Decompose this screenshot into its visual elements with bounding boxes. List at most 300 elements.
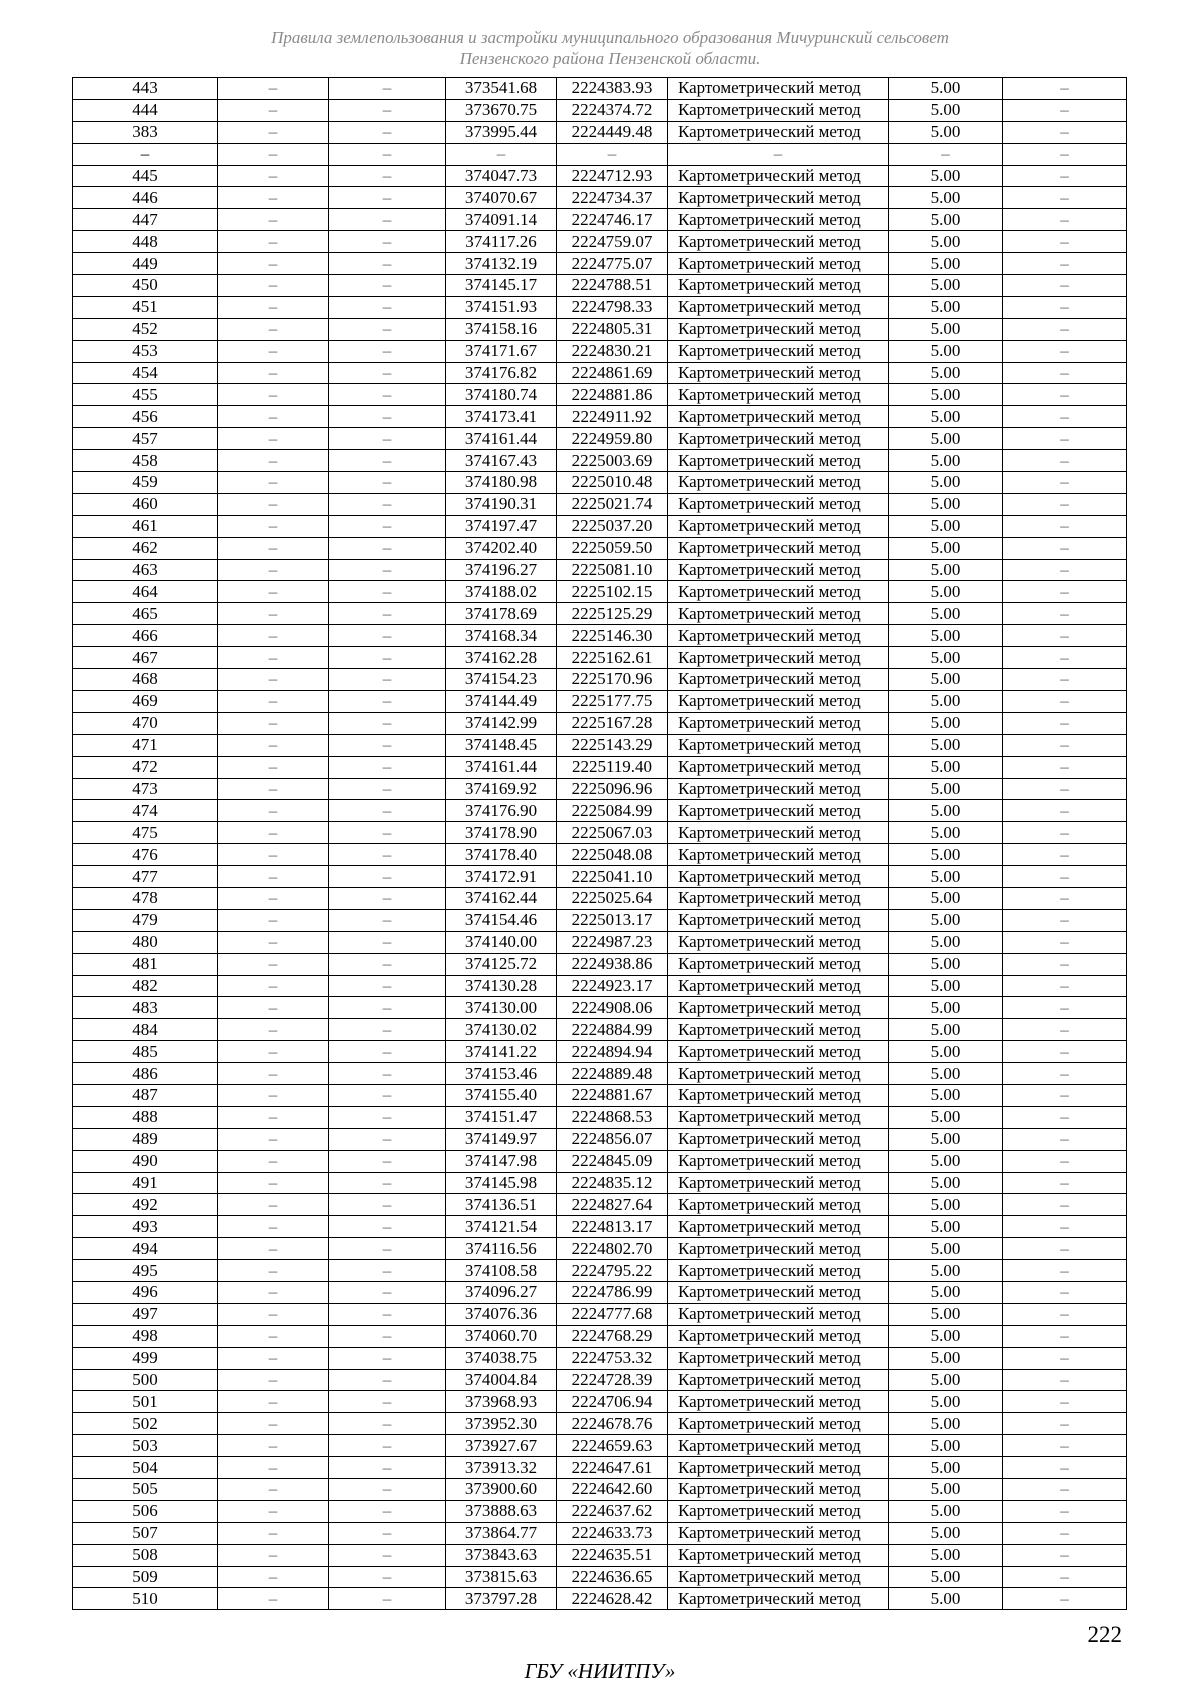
method-cell: Картометрический метод xyxy=(668,1457,889,1479)
accuracy-cell: 5.00 xyxy=(889,1041,1003,1063)
accuracy-cell: 5.00 xyxy=(889,1500,1003,1522)
y-coordinate-cell: 2224987.23 xyxy=(557,931,668,953)
y-coordinate-cell: 2224449.48 xyxy=(557,121,668,143)
col2-cell: – xyxy=(218,406,329,428)
col2-cell: – xyxy=(218,1172,329,1194)
col3-cell: – xyxy=(329,1281,446,1303)
col3-cell: – xyxy=(329,1544,446,1566)
table-row xyxy=(73,1347,1127,1369)
col2-cell: – xyxy=(218,1216,329,1238)
table-row xyxy=(73,800,1127,822)
col2-cell: – xyxy=(218,187,329,209)
point-number-cell: 448 xyxy=(73,231,218,253)
method-cell: Картометрический метод xyxy=(668,1172,889,1194)
col2-cell: – xyxy=(218,78,329,100)
x-coordinate-cell: 374091.14 xyxy=(446,209,557,231)
x-coordinate-cell: 373952.30 xyxy=(446,1413,557,1435)
point-number-cell: 458 xyxy=(73,450,218,472)
table-row xyxy=(73,1457,1127,1479)
point-number-cell: 444 xyxy=(73,99,218,121)
method-cell: Картометрический метод xyxy=(668,78,889,100)
point-number-cell: 468 xyxy=(73,669,218,691)
table-row xyxy=(73,756,1127,778)
col2-cell: – xyxy=(218,143,329,165)
accuracy-cell: 5.00 xyxy=(889,209,1003,231)
y-coordinate-cell: 2225125.29 xyxy=(557,603,668,625)
col2-cell: – xyxy=(218,1588,329,1610)
table-row xyxy=(73,340,1127,362)
col3-cell: – xyxy=(329,1435,446,1457)
y-coordinate-cell: 2224845.09 xyxy=(557,1150,668,1172)
x-coordinate-cell: 374161.44 xyxy=(446,428,557,450)
col3-cell: – xyxy=(329,1084,446,1106)
accuracy-cell: 5.00 xyxy=(889,493,1003,515)
col3-cell: – xyxy=(329,1522,446,1544)
method-cell: Картометрический метод xyxy=(668,1588,889,1610)
accuracy-cell: 5.00 xyxy=(889,165,1003,187)
col2-cell: – xyxy=(218,121,329,143)
col3-cell: – xyxy=(329,493,446,515)
col2-cell: – xyxy=(218,1019,329,1041)
accuracy-cell: 5.00 xyxy=(889,866,1003,888)
col2-cell: – xyxy=(218,450,329,472)
table-row xyxy=(73,647,1127,669)
y-coordinate-cell: 2224636.65 xyxy=(557,1566,668,1588)
accuracy-cell: 5.00 xyxy=(889,734,1003,756)
accuracy-cell: – xyxy=(889,143,1003,165)
method-cell: Картометрический метод xyxy=(668,384,889,406)
last-cell: – xyxy=(1003,472,1127,494)
col3-cell: – xyxy=(329,712,446,734)
method-cell: Картометрический метод xyxy=(668,209,889,231)
col3-cell: – xyxy=(329,1063,446,1085)
point-number-cell: 495 xyxy=(73,1260,218,1282)
accuracy-cell: 5.00 xyxy=(889,1106,1003,1128)
point-number-cell: 451 xyxy=(73,296,218,318)
last-cell: – xyxy=(1003,866,1127,888)
accuracy-cell: 5.00 xyxy=(889,1413,1003,1435)
accuracy-cell: 5.00 xyxy=(889,1128,1003,1150)
last-cell: – xyxy=(1003,1128,1127,1150)
method-cell: Картометрический метод xyxy=(668,1347,889,1369)
point-number-cell: 478 xyxy=(73,887,218,909)
method-cell: Картометрический метод xyxy=(668,428,889,450)
point-number-cell: 480 xyxy=(73,931,218,953)
point-number-cell: 466 xyxy=(73,625,218,647)
table-row xyxy=(73,143,1127,165)
col2-cell: – xyxy=(218,997,329,1019)
last-cell: – xyxy=(1003,603,1127,625)
table-row xyxy=(73,1216,1127,1238)
last-cell: – xyxy=(1003,1216,1127,1238)
table-row xyxy=(73,1041,1127,1063)
method-cell: Картометрический метод xyxy=(668,931,889,953)
last-cell: – xyxy=(1003,1479,1127,1501)
col3-cell: – xyxy=(329,559,446,581)
point-number-cell: 502 xyxy=(73,1413,218,1435)
table-row xyxy=(73,603,1127,625)
coordinates-table xyxy=(72,77,1127,1610)
last-cell: – xyxy=(1003,1588,1127,1610)
y-coordinate-cell: 2224786.99 xyxy=(557,1281,668,1303)
method-cell: Картометрический метод xyxy=(668,1041,889,1063)
accuracy-cell: 5.00 xyxy=(889,450,1003,472)
last-cell: – xyxy=(1003,756,1127,778)
last-cell: – xyxy=(1003,121,1127,143)
last-cell: – xyxy=(1003,99,1127,121)
y-coordinate-cell: 2224759.07 xyxy=(557,231,668,253)
col2-cell: – xyxy=(218,975,329,997)
last-cell: – xyxy=(1003,165,1127,187)
table-row xyxy=(73,1172,1127,1194)
table-row xyxy=(73,493,1127,515)
point-number-cell: 474 xyxy=(73,800,218,822)
accuracy-cell: 5.00 xyxy=(889,296,1003,318)
table-row xyxy=(73,1238,1127,1260)
page-number: 222 xyxy=(1087,1622,1122,1647)
point-number-cell: 463 xyxy=(73,559,218,581)
point-number-cell: 459 xyxy=(73,472,218,494)
point-number-cell: 467 xyxy=(73,647,218,669)
method-cell: Картометрический метод xyxy=(668,756,889,778)
method-cell: Картометрический метод xyxy=(668,778,889,800)
table-row xyxy=(73,1500,1127,1522)
point-number-cell: 508 xyxy=(73,1544,218,1566)
accuracy-cell: 5.00 xyxy=(889,1084,1003,1106)
col2-cell: – xyxy=(218,1281,329,1303)
last-cell: – xyxy=(1003,1566,1127,1588)
accuracy-cell: 5.00 xyxy=(889,537,1003,559)
last-cell: – xyxy=(1003,384,1127,406)
last-cell: – xyxy=(1003,669,1127,691)
y-coordinate-cell: 2224712.93 xyxy=(557,165,668,187)
last-cell: – xyxy=(1003,712,1127,734)
point-number-cell: 498 xyxy=(73,1325,218,1347)
method-cell: Картометрический метод xyxy=(668,340,889,362)
table-row xyxy=(73,537,1127,559)
col2-cell: – xyxy=(218,953,329,975)
last-cell: – xyxy=(1003,231,1127,253)
table-row xyxy=(73,778,1127,800)
last-cell: – xyxy=(1003,493,1127,515)
last-cell: – xyxy=(1003,1457,1127,1479)
table-row xyxy=(73,121,1127,143)
x-coordinate-cell: 374154.46 xyxy=(446,909,557,931)
last-cell: – xyxy=(1003,559,1127,581)
method-cell: Картометрический метод xyxy=(668,1063,889,1085)
last-cell: – xyxy=(1003,515,1127,537)
point-number-cell: 462 xyxy=(73,537,218,559)
table-row xyxy=(73,581,1127,603)
col2-cell: – xyxy=(218,1303,329,1325)
col3-cell: – xyxy=(329,340,446,362)
last-cell: – xyxy=(1003,734,1127,756)
last-cell: – xyxy=(1003,362,1127,384)
last-cell: – xyxy=(1003,406,1127,428)
x-coordinate-cell: 373843.63 xyxy=(446,1544,557,1566)
col3-cell: – xyxy=(329,1150,446,1172)
method-cell: Картометрический метод xyxy=(668,1128,889,1150)
col2-cell: – xyxy=(218,1106,329,1128)
last-cell: – xyxy=(1003,1303,1127,1325)
col3-cell: – xyxy=(329,1391,446,1413)
col2-cell: – xyxy=(218,515,329,537)
col3-cell: – xyxy=(329,581,446,603)
last-cell: – xyxy=(1003,1347,1127,1369)
point-number-cell: 452 xyxy=(73,318,218,340)
y-coordinate-cell: 2225041.10 xyxy=(557,866,668,888)
accuracy-cell: 5.00 xyxy=(889,909,1003,931)
method-cell: – xyxy=(668,143,889,165)
accuracy-cell: 5.00 xyxy=(889,1391,1003,1413)
col3-cell: – xyxy=(329,275,446,297)
point-number-cell: 479 xyxy=(73,909,218,931)
last-cell: – xyxy=(1003,778,1127,800)
table-row xyxy=(73,866,1127,888)
method-cell: Картометрический метод xyxy=(668,822,889,844)
y-coordinate-cell: 2224802.70 xyxy=(557,1238,668,1260)
y-coordinate-cell: 2224753.32 xyxy=(557,1347,668,1369)
col2-cell: – xyxy=(218,931,329,953)
method-cell: Картометрический метод xyxy=(668,1303,889,1325)
accuracy-cell: 5.00 xyxy=(889,1238,1003,1260)
col3-cell: – xyxy=(329,1106,446,1128)
y-coordinate-cell: 2224856.07 xyxy=(557,1128,668,1150)
col2-cell: – xyxy=(218,231,329,253)
col2-cell: – xyxy=(218,1413,329,1435)
point-number-cell: 477 xyxy=(73,866,218,888)
accuracy-cell: 5.00 xyxy=(889,1435,1003,1457)
last-cell: – xyxy=(1003,1435,1127,1457)
x-coordinate-cell: 374149.97 xyxy=(446,1128,557,1150)
col2-cell: – xyxy=(218,647,329,669)
col2-cell: – xyxy=(218,1128,329,1150)
col3-cell: – xyxy=(329,209,446,231)
y-coordinate-cell: 2224678.76 xyxy=(557,1413,668,1435)
method-cell: Картометрический метод xyxy=(668,318,889,340)
table-row xyxy=(73,99,1127,121)
table-row xyxy=(73,975,1127,997)
accuracy-cell: 5.00 xyxy=(889,253,1003,275)
point-number-cell: 455 xyxy=(73,384,218,406)
y-coordinate-cell: 2224728.39 xyxy=(557,1369,668,1391)
x-coordinate-cell: 374172.91 xyxy=(446,866,557,888)
x-coordinate-cell: 374004.84 xyxy=(446,1369,557,1391)
col2-cell: – xyxy=(218,603,329,625)
y-coordinate-cell: 2224788.51 xyxy=(557,275,668,297)
col2-cell: – xyxy=(218,1347,329,1369)
coordinates-table-body xyxy=(73,78,1127,1610)
point-number-cell: 499 xyxy=(73,1347,218,1369)
x-coordinate-cell: 373927.67 xyxy=(446,1435,557,1457)
x-coordinate-cell: 374060.70 xyxy=(446,1325,557,1347)
point-number-cell: 500 xyxy=(73,1369,218,1391)
method-cell: Картометрический метод xyxy=(668,296,889,318)
y-coordinate-cell: 2224383.93 xyxy=(557,78,668,100)
last-cell: – xyxy=(1003,800,1127,822)
table-row xyxy=(73,690,1127,712)
table-row xyxy=(73,1084,1127,1106)
point-number-cell: 504 xyxy=(73,1457,218,1479)
col3-cell: – xyxy=(329,1216,446,1238)
y-coordinate-cell: 2224642.60 xyxy=(557,1479,668,1501)
method-cell: Картометрический метод xyxy=(668,253,889,275)
method-cell: Картометрический метод xyxy=(668,997,889,1019)
x-coordinate-cell: 374153.46 xyxy=(446,1063,557,1085)
col3-cell: – xyxy=(329,537,446,559)
col3-cell: – xyxy=(329,953,446,975)
x-coordinate-cell: 374038.75 xyxy=(446,1347,557,1369)
point-number-cell: 483 xyxy=(73,997,218,1019)
table-row xyxy=(73,712,1127,734)
method-cell: Картометрический метод xyxy=(668,231,889,253)
last-cell: – xyxy=(1003,1106,1127,1128)
page-footer: ГБУ «НИИТПУ» xyxy=(524,1659,676,1683)
last-cell: – xyxy=(1003,318,1127,340)
accuracy-cell: 5.00 xyxy=(889,559,1003,581)
col2-cell: – xyxy=(218,1391,329,1413)
accuracy-cell: 5.00 xyxy=(889,428,1003,450)
table-row xyxy=(73,625,1127,647)
x-coordinate-cell: 374145.17 xyxy=(446,275,557,297)
table-row xyxy=(73,1260,1127,1282)
table-row xyxy=(73,997,1127,1019)
col3-cell: – xyxy=(329,384,446,406)
col3-cell: – xyxy=(329,975,446,997)
col2-cell: – xyxy=(218,472,329,494)
last-cell: – xyxy=(1003,1500,1127,1522)
col2-cell: – xyxy=(218,1457,329,1479)
col3-cell: – xyxy=(329,647,446,669)
col3-cell: – xyxy=(329,690,446,712)
last-cell: – xyxy=(1003,690,1127,712)
last-cell: – xyxy=(1003,253,1127,275)
y-coordinate-cell: 2224635.51 xyxy=(557,1544,668,1566)
col3-cell: – xyxy=(329,231,446,253)
accuracy-cell: 5.00 xyxy=(889,515,1003,537)
y-coordinate-cell: 2224746.17 xyxy=(557,209,668,231)
x-coordinate-cell: 374147.98 xyxy=(446,1150,557,1172)
col3-cell: – xyxy=(329,78,446,100)
col2-cell: – xyxy=(218,1084,329,1106)
table-row xyxy=(73,1588,1127,1610)
method-cell: Картометрический метод xyxy=(668,1522,889,1544)
col2-cell: – xyxy=(218,253,329,275)
x-coordinate-cell: 374190.31 xyxy=(446,493,557,515)
point-number-cell: 473 xyxy=(73,778,218,800)
col2-cell: – xyxy=(218,690,329,712)
method-cell: Картометрический метод xyxy=(668,1544,889,1566)
y-coordinate-cell: 2225143.29 xyxy=(557,734,668,756)
y-coordinate-cell: 2225037.20 xyxy=(557,515,668,537)
col3-cell: – xyxy=(329,253,446,275)
x-coordinate-cell: 373797.28 xyxy=(446,1588,557,1610)
accuracy-cell: 5.00 xyxy=(889,822,1003,844)
point-number-cell: 449 xyxy=(73,253,218,275)
col3-cell: – xyxy=(329,1347,446,1369)
x-coordinate-cell: 374202.40 xyxy=(446,537,557,559)
x-coordinate-cell: 374155.40 xyxy=(446,1084,557,1106)
method-cell: Картометрический метод xyxy=(668,669,889,691)
x-coordinate-cell: 374178.69 xyxy=(446,603,557,625)
accuracy-cell: 5.00 xyxy=(889,78,1003,100)
accuracy-cell: 5.00 xyxy=(889,625,1003,647)
col2-cell: – xyxy=(218,1369,329,1391)
point-number-cell: 457 xyxy=(73,428,218,450)
method-cell: Картометрический метод xyxy=(668,1238,889,1260)
col2-cell: – xyxy=(218,340,329,362)
x-coordinate-cell: 374108.58 xyxy=(446,1260,557,1282)
col3-cell: – xyxy=(329,472,446,494)
col3-cell: – xyxy=(329,1041,446,1063)
col2-cell: – xyxy=(218,99,329,121)
point-number-cell: 475 xyxy=(73,822,218,844)
point-number-cell: 472 xyxy=(73,756,218,778)
last-cell: – xyxy=(1003,1391,1127,1413)
x-coordinate-cell: 374142.99 xyxy=(446,712,557,734)
accuracy-cell: 5.00 xyxy=(889,1303,1003,1325)
x-coordinate-cell: 374188.02 xyxy=(446,581,557,603)
x-coordinate-cell: 374151.93 xyxy=(446,296,557,318)
table-row xyxy=(73,1566,1127,1588)
col2-cell: – xyxy=(218,1194,329,1216)
point-number-cell: 491 xyxy=(73,1172,218,1194)
col2-cell: – xyxy=(218,756,329,778)
y-coordinate-cell: 2224835.12 xyxy=(557,1172,668,1194)
col2-cell: – xyxy=(218,1479,329,1501)
last-cell: – xyxy=(1003,997,1127,1019)
accuracy-cell: 5.00 xyxy=(889,997,1003,1019)
method-cell: Картометрический метод xyxy=(668,493,889,515)
y-coordinate-cell: 2224908.06 xyxy=(557,997,668,1019)
x-coordinate-cell: 373995.44 xyxy=(446,121,557,143)
col2-cell: – xyxy=(218,384,329,406)
point-number-cell: 503 xyxy=(73,1435,218,1457)
table-row xyxy=(73,1413,1127,1435)
method-cell: Картометрический метод xyxy=(668,121,889,143)
method-cell: Картометрический метод xyxy=(668,515,889,537)
col2-cell: – xyxy=(218,362,329,384)
x-coordinate-cell: 374169.92 xyxy=(446,778,557,800)
y-coordinate-cell: 2224884.99 xyxy=(557,1019,668,1041)
col2-cell: – xyxy=(218,844,329,866)
last-cell: – xyxy=(1003,428,1127,450)
y-coordinate-cell: 2224633.73 xyxy=(557,1522,668,1544)
table-row xyxy=(73,78,1127,100)
accuracy-cell: 5.00 xyxy=(889,844,1003,866)
y-coordinate-cell: 2225170.96 xyxy=(557,669,668,691)
accuracy-cell: 5.00 xyxy=(889,1588,1003,1610)
y-coordinate-cell: 2225013.17 xyxy=(557,909,668,931)
method-cell: Картометрический метод xyxy=(668,1500,889,1522)
col2-cell: – xyxy=(218,1435,329,1457)
x-coordinate-cell: 374180.98 xyxy=(446,472,557,494)
col3-cell: – xyxy=(329,428,446,450)
method-cell: Картометрический метод xyxy=(668,450,889,472)
accuracy-cell: 5.00 xyxy=(889,712,1003,734)
y-coordinate-cell: 2225167.28 xyxy=(557,712,668,734)
method-cell: Картометрический метод xyxy=(668,165,889,187)
y-coordinate-cell: 2224923.17 xyxy=(557,975,668,997)
col3-cell: – xyxy=(329,121,446,143)
x-coordinate-cell: 373900.60 xyxy=(446,1479,557,1501)
point-number-cell: 501 xyxy=(73,1391,218,1413)
col2-cell: – xyxy=(218,625,329,647)
col2-cell: – xyxy=(218,581,329,603)
col2-cell: – xyxy=(218,1260,329,1282)
x-coordinate-cell: 373541.68 xyxy=(446,78,557,100)
point-number-cell: – xyxy=(73,143,218,165)
